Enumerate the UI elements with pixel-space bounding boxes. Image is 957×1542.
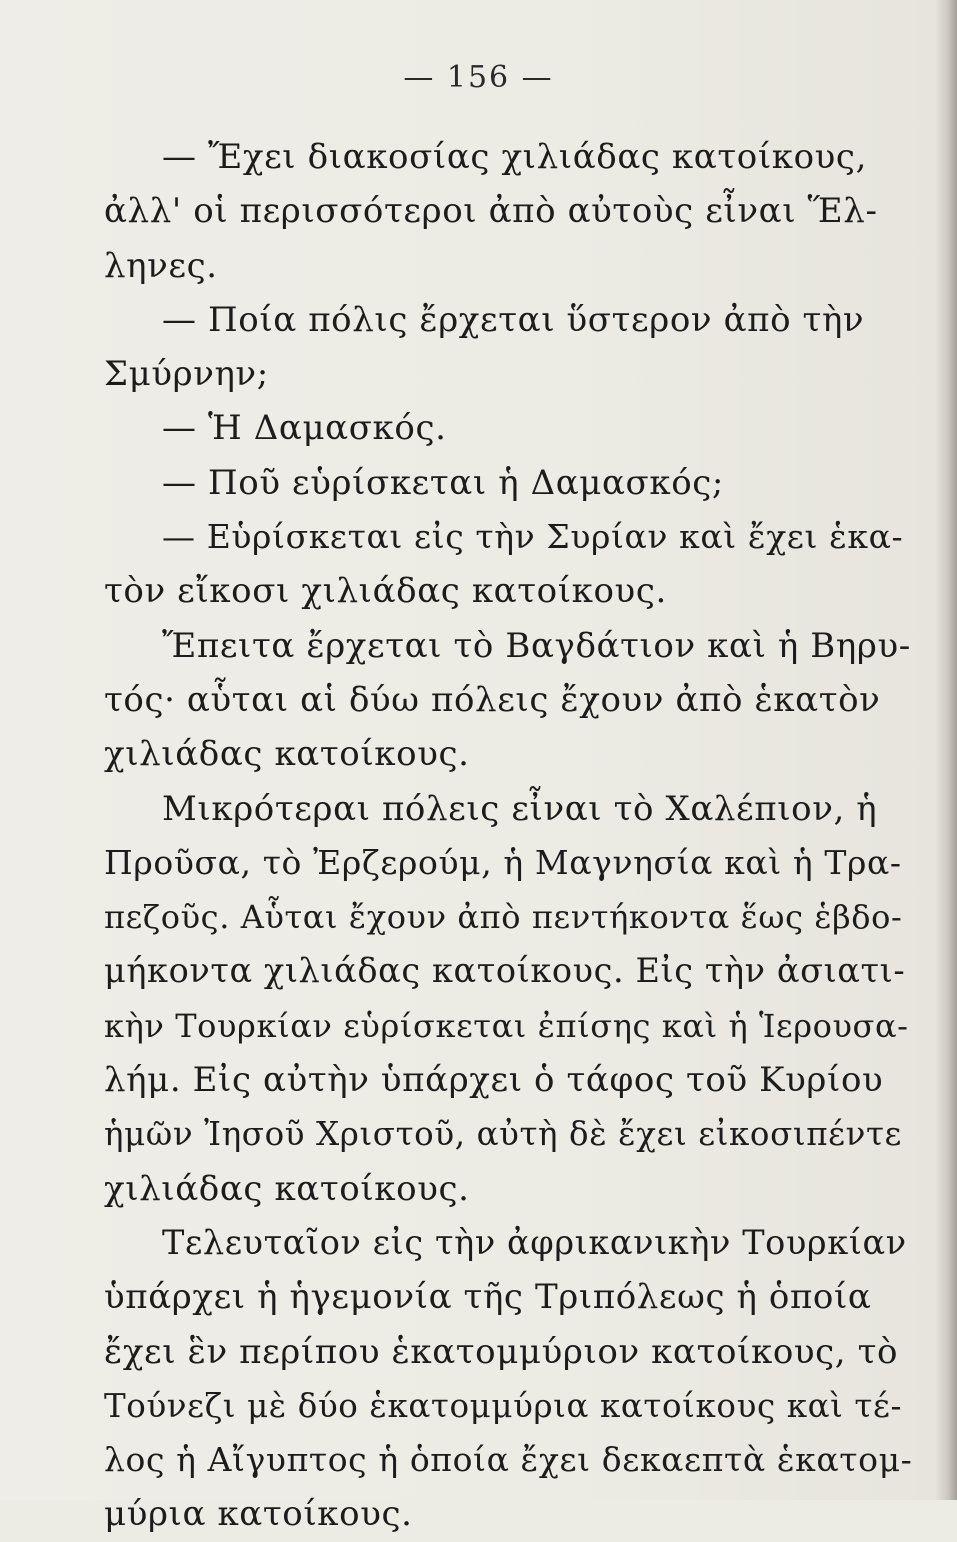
text-line: λήμ. Εἰς αὐτὴν ὑπάρχει ὁ τάφος τοῦ Κυρίου bbox=[104, 1060, 884, 1101]
text-line: μύρια κατοίκους. bbox=[104, 1494, 413, 1535]
text-line: πεζοῦς. Αὗται ἔχουν ἀπὸ πεντήκοντα ἕως ἑβδο- bbox=[104, 898, 903, 937]
text-line: ἡμῶν Ἰησοῦ Χριστοῦ, αὐτὴ δὲ ἔχει εἰκοσιπέντε bbox=[104, 1115, 902, 1154]
text-line: Προῦσα, τὸ Ἐρζερούμ, ἡ Μαγνησία καὶ ἡ Τρα- bbox=[104, 842, 902, 882]
text-line: Σμύρνην; bbox=[104, 354, 269, 395]
page-number: — 156 — bbox=[403, 60, 554, 95]
text-line: — Ποία πόλις ἔρχεται ὕστερον ἀπὸ τὴν bbox=[162, 299, 865, 340]
text-line: Μικρότεραι πόλεις εἶναι τὸ Χαλέπιον, ἡ bbox=[162, 788, 878, 829]
text-line: Τελευταῖον εἰς τὴν ἀφρικανικὴν Τουρκίαν bbox=[162, 1222, 907, 1262]
text-line: — Ποῦ εὑρίσκεται ἡ Δαμασκός; bbox=[162, 462, 724, 503]
text-line: μήκοντα χιλιάδας κατοίκους. Εἰς τὴν ἀσιατι- bbox=[104, 951, 906, 991]
text-line: Τούνεζι μὲ δύο ἑκατομμύρια κατοίκους καὶ τέ- bbox=[104, 1386, 903, 1425]
text-line: τὸν εἴκοσι χιλιάδας κατοίκους. bbox=[104, 571, 667, 612]
text-line: — Ἔχει διακοσίας χιλιάδας κατοίκους, bbox=[162, 137, 867, 177]
page-binding-shadow bbox=[935, 0, 957, 1500]
text-line: λος ἡ Αἴγυπτος ἡ ὁποία ἔχει δεκαεπτὰ ἑκατομ- bbox=[104, 1440, 913, 1480]
text-line: — Εὑρίσκεται εἰς τὴν Συρίαν καὶ ἔχει ἑκα- bbox=[162, 517, 904, 557]
text-line: — Ἡ Δαμασκός. bbox=[162, 408, 447, 449]
text-line: χιλιάδας κατοίκους. bbox=[104, 1168, 470, 1209]
text-line: ληνες. bbox=[104, 245, 218, 286]
text-line: χιλιάδας κατοίκους. bbox=[104, 734, 470, 775]
text-line: ὑπάρχει ἡ ἡγεμονία τῆς Τριπόλεως ἡ ὁποία bbox=[104, 1277, 872, 1318]
text-line: ἔχει ἓν περίπου ἑκατομμύριον κατοίκους, τὸ bbox=[104, 1331, 899, 1372]
text-line: Ἔπειτα ἔρχεται τὸ Βαγδάτιον καὶ ἡ Βηρυ- bbox=[162, 625, 911, 666]
text-line: τός· αὗται αἱ δύω πόλεις ἔχουν ἀπὸ ἑκατὸν bbox=[104, 679, 881, 720]
text-line: ἀλλ' οἱ περισσότεροι ἀπὸ αὐτοὺς εἶναι Ἕλ- bbox=[104, 191, 878, 232]
text-line: κὴν Τουρκίαν εὑρίσκεται ἐπίσης καὶ ἡ Ἱερουσα- bbox=[104, 1006, 909, 1045]
body-text bbox=[104, 130, 912, 1542]
